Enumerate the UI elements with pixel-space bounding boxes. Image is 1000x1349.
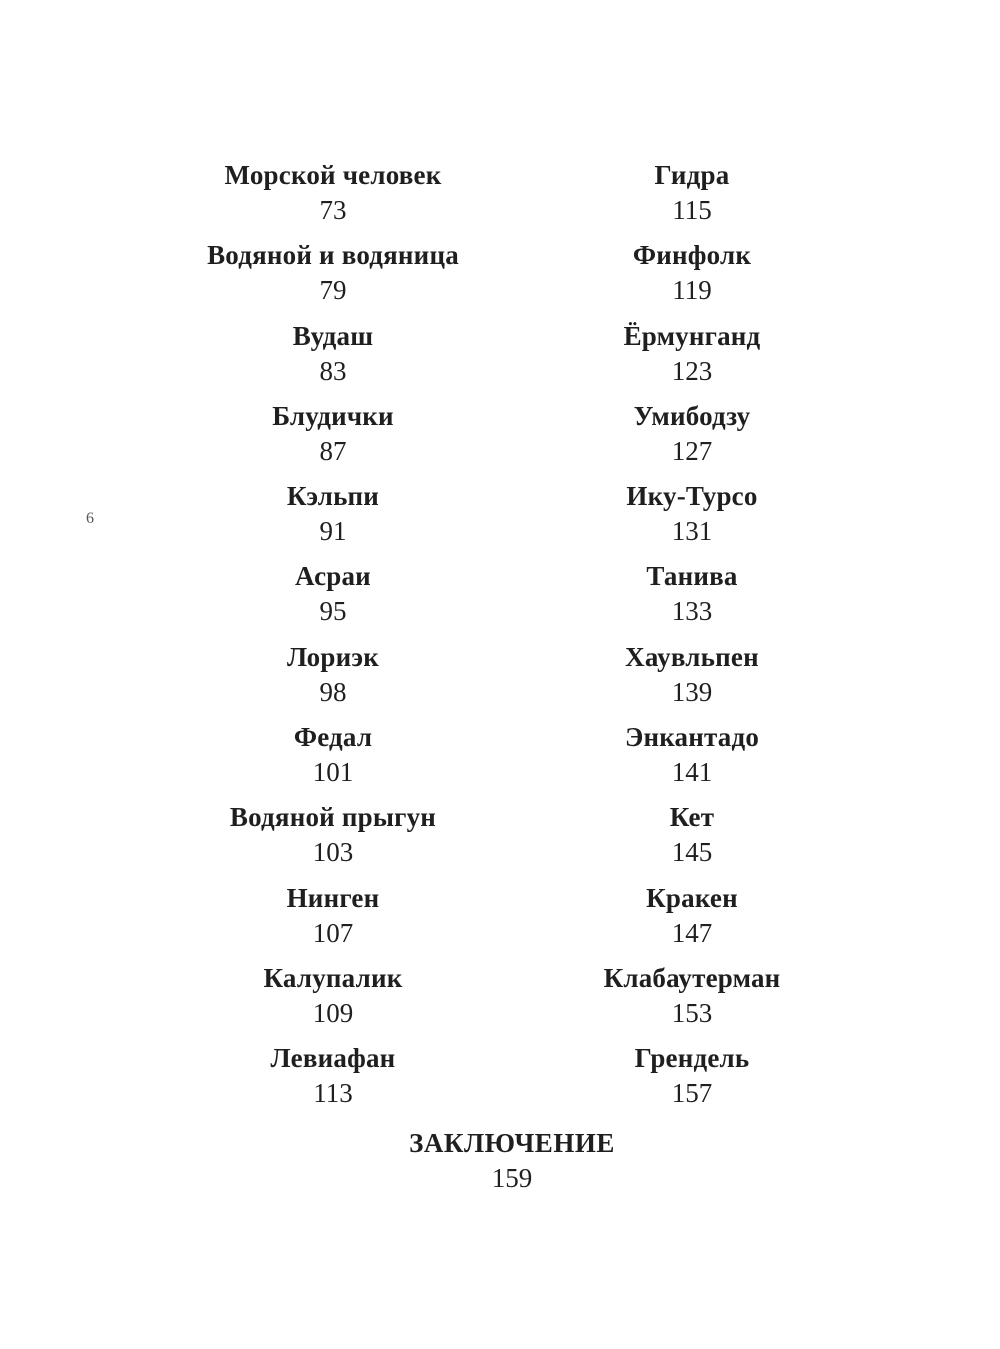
entry-page-number: 131 [671, 516, 713, 547]
toc-entry[interactable] [512, 237, 872, 317]
toc-entry[interactable] [512, 558, 872, 638]
toc-entry[interactable] [153, 398, 513, 478]
entry-title: Левиафан [270, 1043, 396, 1074]
entry-page-number: 157 [671, 1078, 713, 1109]
entry-title: Блудички [272, 400, 394, 431]
entry-page-number: 101 [312, 757, 354, 788]
entry-title: Морской человек [224, 160, 442, 190]
entry-title: Клабаутерман [603, 962, 781, 993]
toc-entry[interactable] [153, 318, 513, 398]
toc-entry[interactable] [153, 719, 513, 799]
entry-page-number: 87 [319, 435, 347, 466]
toc-entry[interactable] [512, 478, 872, 558]
toc-entry[interactable] [512, 880, 872, 960]
entry-page-number: 141 [671, 757, 713, 788]
toc-entry[interactable] [512, 639, 872, 719]
entry-page-number: 113 [313, 1078, 353, 1109]
entry-title: Асраи [295, 561, 371, 592]
entry-title: Ёрмунганд [623, 320, 761, 351]
toc-entry-conclusion[interactable] [0, 1125, 1000, 1195]
toc-entry[interactable] [512, 799, 872, 879]
entry-page-number: 103 [312, 837, 354, 868]
toc-right-column [512, 157, 872, 1121]
toc-entry[interactable] [153, 639, 513, 719]
toc-left-column [153, 157, 513, 1121]
entry-page-number: 145 [671, 837, 713, 868]
toc-entry[interactable] [512, 398, 872, 478]
entry-page-number: 147 [671, 917, 713, 948]
toc-entry[interactable] [512, 960, 872, 1040]
entry-page-number: 91 [319, 516, 347, 547]
entry-title: Водяной прыгун [229, 802, 437, 833]
entry-title: Кэльпи [286, 481, 380, 512]
entry-title: Федал [293, 722, 373, 753]
entry-page-number: 109 [312, 997, 354, 1028]
entry-page-number: 83 [319, 355, 347, 386]
entry-title: Умибодзу [633, 400, 751, 431]
toc-entry[interactable] [153, 157, 513, 237]
toc-entry[interactable] [512, 157, 872, 237]
entry-title: Нинген [286, 882, 380, 913]
conclusion-title: ЗАКЛЮЧЕНИЕ [409, 1128, 615, 1158]
toc-entry[interactable] [153, 478, 513, 558]
entry-title: Танива [646, 561, 738, 592]
toc-entry[interactable] [153, 880, 513, 960]
entry-page-number: 127 [671, 435, 713, 466]
entry-title: Хаувльпен [625, 641, 759, 672]
entry-title: Кракен [646, 882, 738, 913]
entry-page-number: 133 [671, 596, 713, 627]
entry-page-number: 95 [319, 596, 347, 627]
entry-page-number: 123 [671, 355, 713, 386]
toc-entry[interactable] [153, 1040, 513, 1120]
entry-title: Ику-Турсо [626, 481, 758, 512]
entry-page-number: 107 [312, 917, 354, 948]
entry-page-number: 73 [319, 195, 347, 225]
entry-title: Лориэк [287, 641, 379, 672]
entry-page-number: 115 [672, 195, 712, 225]
entry-title: Вудаш [292, 320, 374, 351]
toc-entry[interactable] [512, 1040, 872, 1120]
entry-title: Кет [669, 802, 715, 833]
entry-page-number: 79 [319, 275, 347, 306]
entry-title: Гидра [654, 160, 730, 190]
entry-page-number: 139 [671, 676, 713, 707]
entry-page-number: 119 [672, 275, 712, 306]
toc-entry[interactable] [153, 799, 513, 879]
entry-title: Калупалик [263, 962, 403, 993]
entry-page-number: 98 [319, 676, 347, 707]
toc-entry[interactable] [512, 719, 872, 799]
conclusion-page-number: 159 [491, 1163, 533, 1193]
toc-entry[interactable] [512, 318, 872, 398]
entry-title: Грендель [634, 1043, 750, 1074]
toc-entry[interactable] [153, 960, 513, 1040]
entry-title: Водяной и водяница [207, 240, 459, 271]
toc-entry[interactable] [153, 237, 513, 317]
entry-page-number: 153 [671, 997, 713, 1028]
page-number: 6 [86, 510, 94, 527]
toc-entry[interactable] [153, 558, 513, 638]
entry-title: Энкантадо [624, 722, 760, 753]
entry-title: Финфолк [632, 240, 752, 271]
